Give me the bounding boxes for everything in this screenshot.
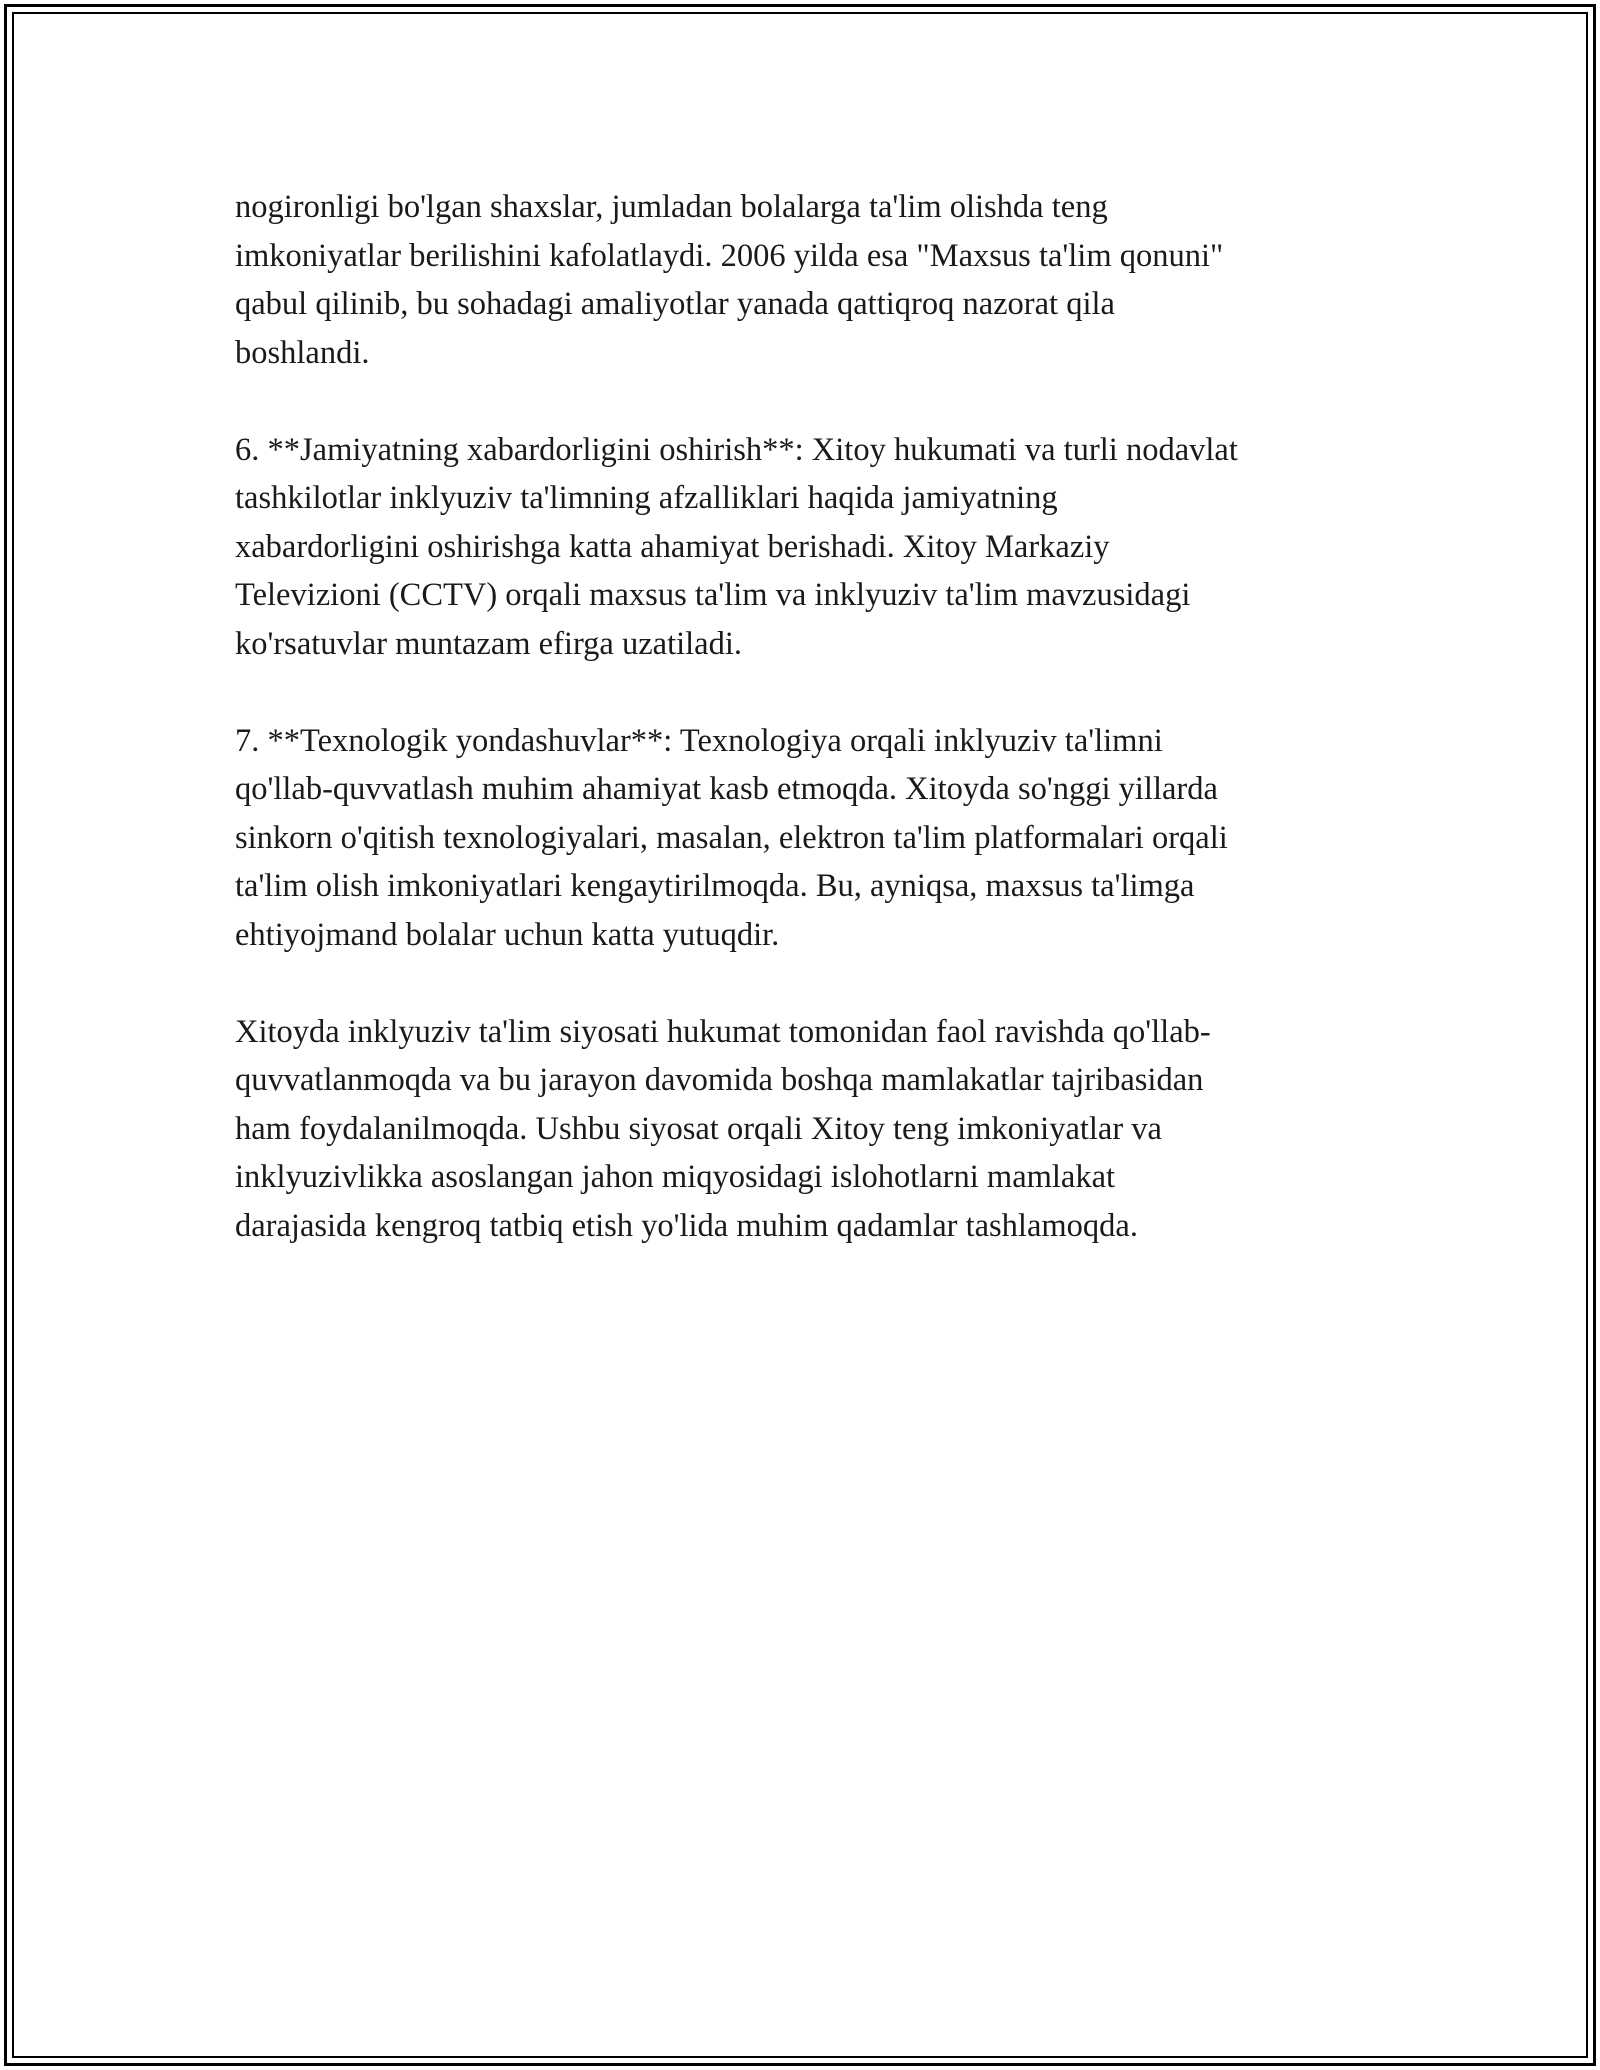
- text-line: tashkilotlar inklyuziv ta'limning afzalliklari haqida jamiyatning: [235, 480, 1058, 516]
- paragraph-item-7: [235, 717, 1385, 960]
- text-line: quvvatlanmoqda va bu jarayon davomida boshqa mamlakatlar tajribasidan: [235, 1062, 1204, 1098]
- text-line: 7. **Texnologik yondashuvlar**: Texnologiya orqali inklyuziv ta'limni: [235, 722, 1163, 759]
- paragraph-item-6: [235, 426, 1385, 669]
- paragraph-continuation: [235, 183, 1385, 377]
- text-line: ham foydalanilmoqda. Ushbu siyosat orqali Xitoy teng imkoniyatlar va: [235, 1110, 1162, 1147]
- text-line: nogironligi bo'lgan shaxslar, jumladan bolalarga ta'lim olishda teng: [235, 189, 1108, 225]
- text-line: xabardorligini oshirishga katta ahamiyat berishadi. Xitoy Markaziy: [235, 528, 1110, 565]
- text-line: Televizioni (CCTV) orqali maxsus ta'lim va inklyuziv ta'lim mavzusidagi: [235, 577, 1191, 613]
- text-line: qabul qilinib, bu sohadagi amaliyotlar yanada qattiqroq nazorat qila: [235, 286, 1115, 322]
- text-line: Xitoyda inklyuziv ta'lim siyosati hukumat tomonidan faol ravishda qo'llab-: [235, 1013, 1211, 1050]
- text-line: darajasida kengroq tatbiq etish yo'lida muhim qadamlar tashlamoqda.: [235, 1207, 1138, 1244]
- text-line: ko'rsatuvlar muntazam efirga uzatiladi.: [235, 625, 743, 662]
- text-line: ta'lim olish imkoniyatlari kengaytirilmoqda. Bu, ayniqsa, maxsus ta'limga: [235, 868, 1195, 904]
- text-line: sinkorn o'qitish texnologiyalari, masalan, elektron ta'lim platformalari orqali: [235, 819, 1228, 856]
- text-line: imkoniyatlar berilishini kafolatlaydi. 2006 yilda esa "Maxsus ta'lim qonuni": [235, 237, 1224, 274]
- text-line: qo'llab-quvvatlash muhim ahamiyat kasb etmoqda. Xitoyda so'nggi yillarda: [235, 771, 1218, 807]
- text-line: ehtiyojmand bolalar uchun katta yutuqdir.: [235, 916, 780, 953]
- text-line: 6. **Jamiyatning xabardorligini oshirish**: Xitoy hukumati va turli nodavlat: [235, 431, 1238, 468]
- paragraph-conclusion: [235, 1008, 1385, 1251]
- document-body: [235, 183, 1385, 1299]
- text-line: inklyuzivlikka asoslangan jahon miqyosidagi islohotlarni mamlakat: [235, 1159, 1116, 1195]
- text-line: boshlandi.: [235, 334, 370, 371]
